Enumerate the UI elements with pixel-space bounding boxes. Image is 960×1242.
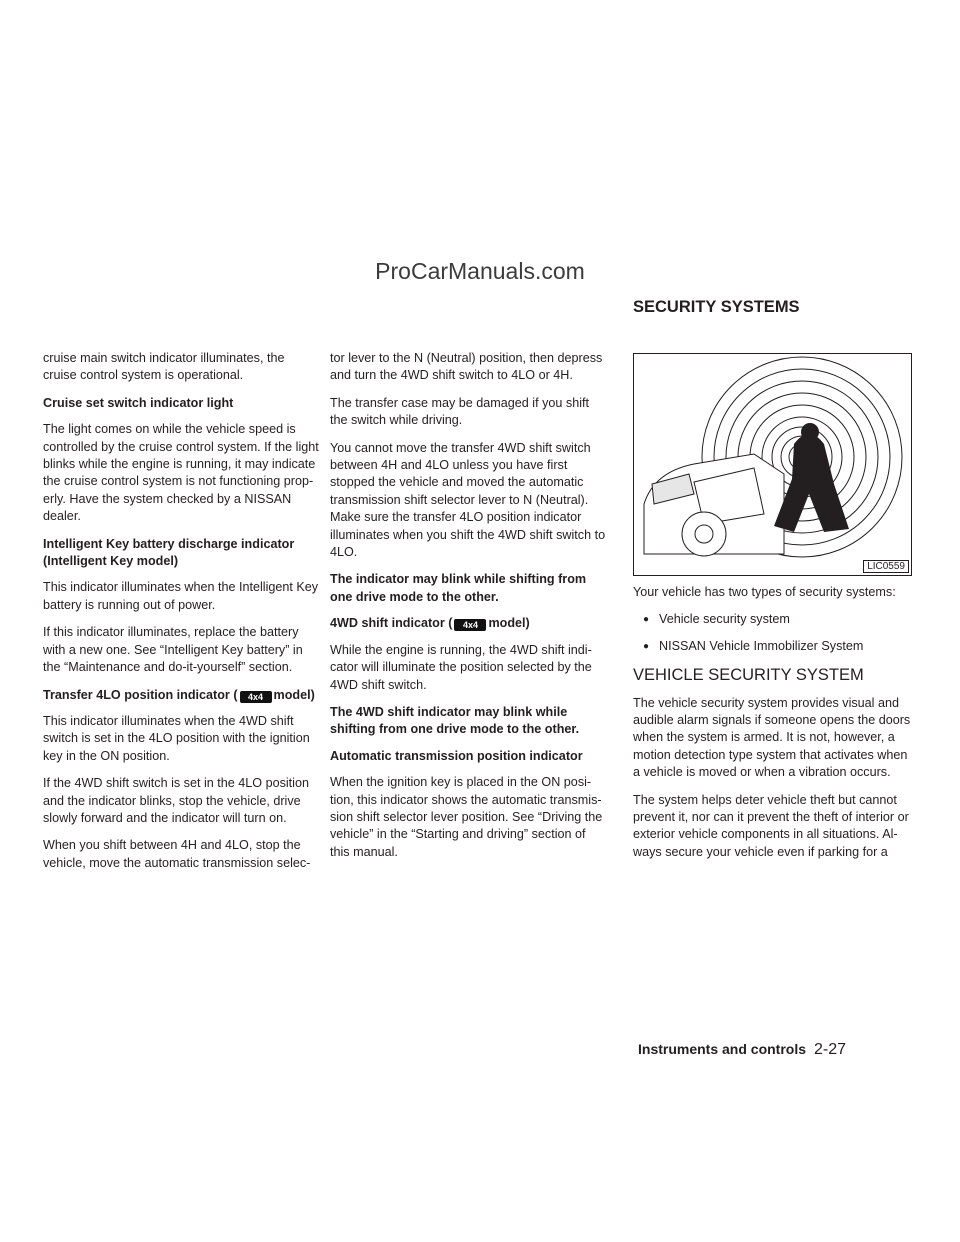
heading-transfer-4lo <box>43 687 321 704</box>
paragraph: This indicator illuminates when the Intelligent Key battery is running out of power. <box>43 580 319 612</box>
heading-text: 4WD shift indicator ( <box>330 616 453 631</box>
column-1 <box>43 350 321 882</box>
paragraph: The vehicle security system provides visual and audible alarm signals if someone opens the doors when the system is armed. It is not, however, a motion detection type system that activates when a vehicle is moved or when a vibration occurs. <box>633 695 911 780</box>
bold-warning: The 4WD shift indicator may blink while shifting from one drive mode to the other. <box>330 704 580 737</box>
paragraph: If this indicator illuminates, replace the battery with a new one. See “Intelligent Key battery” in the “Maintenance and do-it-yourself” section. <box>43 625 303 675</box>
figure-label: LIC0559 <box>863 560 909 573</box>
security-illustration <box>633 353 912 576</box>
footer-section: Instruments and controls <box>638 1041 807 1057</box>
heading-4wd-shift-indicator <box>330 615 608 632</box>
page-footer <box>638 1041 846 1059</box>
paragraph: The light comes on while the vehicle speed is controlled by the cruise control system. If the light blinks while the engine is running, it may indicate the cruise control system is not functioning prop-erly. Have the system checked by a NISSAN dealer. <box>43 422 319 524</box>
column-3 <box>633 584 913 871</box>
paragraph: While the engine is running, the 4WD shift indi-cator will illuminate the position selected by the 4WD shift switch. <box>330 642 592 692</box>
list-item: ● NISSAN Vehicle Immobilizer System <box>633 638 913 655</box>
heading-at-position-indicator: Automatic transmission position indicator <box>330 748 583 763</box>
list-item: ● Vehicle security system <box>633 611 913 628</box>
subheading-vehicle-security: VEHICLE SECURITY SYSTEM <box>633 666 864 685</box>
paragraph: The transfer case may be damaged if you shift the switch while driving. <box>330 395 590 428</box>
paragraph: When you shift between 4H and 4LO, stop the vehicle, move the automatic transmission selec- <box>43 838 311 870</box>
paragraph: This indicator illuminates when the 4WD shift switch is set in the 4LO position with the ignition key in the ON position. <box>43 713 310 763</box>
page-number: 2-27 <box>814 1041 847 1058</box>
paragraph: You cannot move the transfer 4WD shift switch between 4H and 4LO unless you have first stopped the vehicle and moved the automatic transmission shift selector lever to N (Neutral). Make sure the transfer 4LO position indicator illuminates when you shift the 4WD shift switch to 4LO. <box>330 440 606 560</box>
paragraph: Your vehicle has two types of security systems: <box>633 585 896 599</box>
paragraph: tor lever to the N (Neutral) position, then depress and turn the 4WD shift switch to 4LO or 4H. <box>330 351 603 383</box>
heading-text: Transfer 4LO position indicator ( <box>43 687 238 702</box>
heading-text: model) <box>488 616 530 631</box>
heading-intelligent-key: Intelligent Key battery discharge indicator (Intelligent Key model) <box>43 536 295 569</box>
paragraph: If the 4WD shift switch is set in the 4LO position and the indicator blinks, stop the vehicle, drive slowly forward and the indicator will turn on. <box>43 776 309 825</box>
security-systems-list <box>633 611 913 655</box>
bold-warning: The indicator may blink while shifting from one drive mode to the other. <box>330 572 587 604</box>
4x4-icon: 4x4 <box>240 691 272 703</box>
watermark: ProCarManuals.com <box>375 258 585 284</box>
section-title: SECURITY SYSTEMS <box>633 298 800 316</box>
column-2 <box>330 350 608 871</box>
paragraph: The system helps deter vehicle theft but cannot prevent it, nor can it prevent the theft of interior or exterior vehicle components in all situations. Al-ways secure your vehicle even if parking for a <box>633 792 909 859</box>
heading-cruise-set: Cruise set switch indicator light <box>43 395 234 410</box>
4x4-icon: 4x4 <box>454 619 486 631</box>
vehicle-alarm-drawing <box>634 354 912 576</box>
paragraph: When the ignition key is placed in the ON posi-tion, this indicator shows the automatic transmis-sion shift selector lever position. See “Driving the vehicle” in the “Starting and driving” section of this manual. <box>330 775 603 859</box>
heading-text: model) <box>273 687 315 702</box>
paragraph: cruise main switch indicator illuminates, the cruise control system is operational. <box>43 351 285 383</box>
